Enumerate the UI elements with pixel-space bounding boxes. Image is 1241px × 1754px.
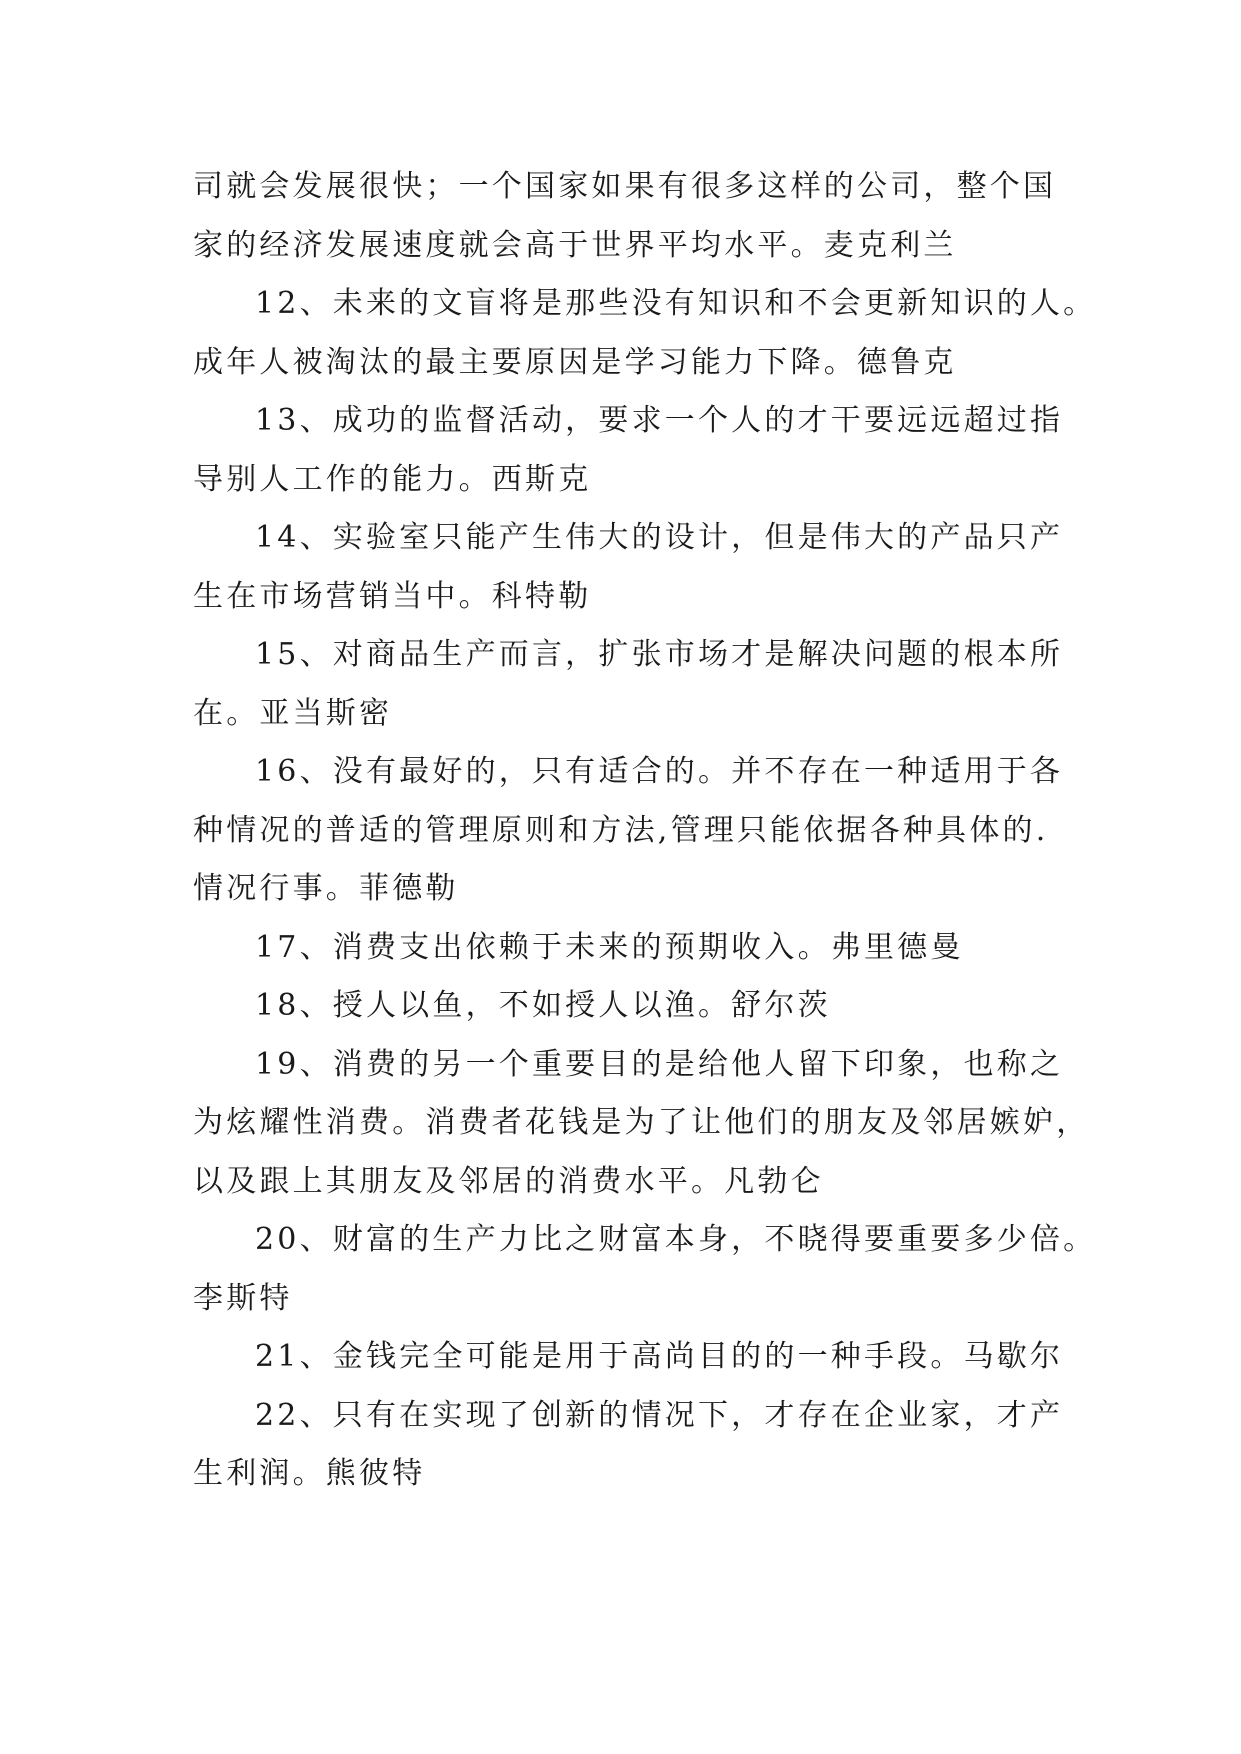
text-line: 种情况的普适的管理原则和方法,管理只能依据各种具体的. [193,812,1049,848]
text-line: 李斯特 [193,1280,293,1316]
quote-line: 22、只有在实现了创新的情况下，才存在企业家，才产 [255,1397,1064,1433]
text-line: 以及跟上其朋友及邻居的消费水平。凡勃仑 [193,1163,824,1199]
quote-line: 15、对商品生产而言，扩张市场才是解决问题的根本所 [255,637,1064,672]
text-line: 成年人被淘汰的最主要原因是学习能力下降。德鲁克 [193,344,957,380]
quote-line: 18、授人以鱼，不如授人以渔。舒尔茨 [255,988,831,1023]
text-line: 情况行事。菲德勒 [193,871,459,906]
quote-line: 12、未来的文盲将是那些没有知识和不会更新知识的人。 [255,286,1097,321]
quote-line: 20、财富的生产力比之财富本身，不晓得要重要多少倍。 [255,1222,1097,1257]
quote-line: 21、金钱完全可能是用于高尚目的的一种手段。马歇尔 [255,1339,1064,1374]
text-line: 司就会发展很快；一个国家如果有很多这样的公司，整个国 [193,169,1057,204]
text-line: 生利润。熊彼特 [193,1456,426,1491]
text-line: 为炫耀性消费。消费者花钱是为了让他们的朋友及邻居嫉妒， [193,1105,1090,1140]
text-line: 家的经济发展速度就会高于世界平均水平。麦克利兰 [193,227,957,263]
quote-line: 17、消费支出依赖于未来的预期收入。弗里德曼 [255,929,964,965]
quote-line: 16、没有最好的，只有适合的。并不存在一种适用于各 [255,754,1064,789]
quote-line: 13、成功的监督活动，要求一个人的才干要远远超过指 [255,403,1064,438]
document-body [193,158,1097,1504]
text-line: 生在市场营销当中。科特勒 [193,578,592,614]
quote-line: 14、实验室只能产生伟大的设计，但是伟大的产品只产 [255,520,1064,555]
text-line: 导别人工作的能力。西斯克 [193,461,592,497]
quote-line: 19、消费的另一个重要目的是给他人留下印象，也称之 [255,1046,1064,1082]
text-line: 在。亚当斯密 [193,695,393,731]
